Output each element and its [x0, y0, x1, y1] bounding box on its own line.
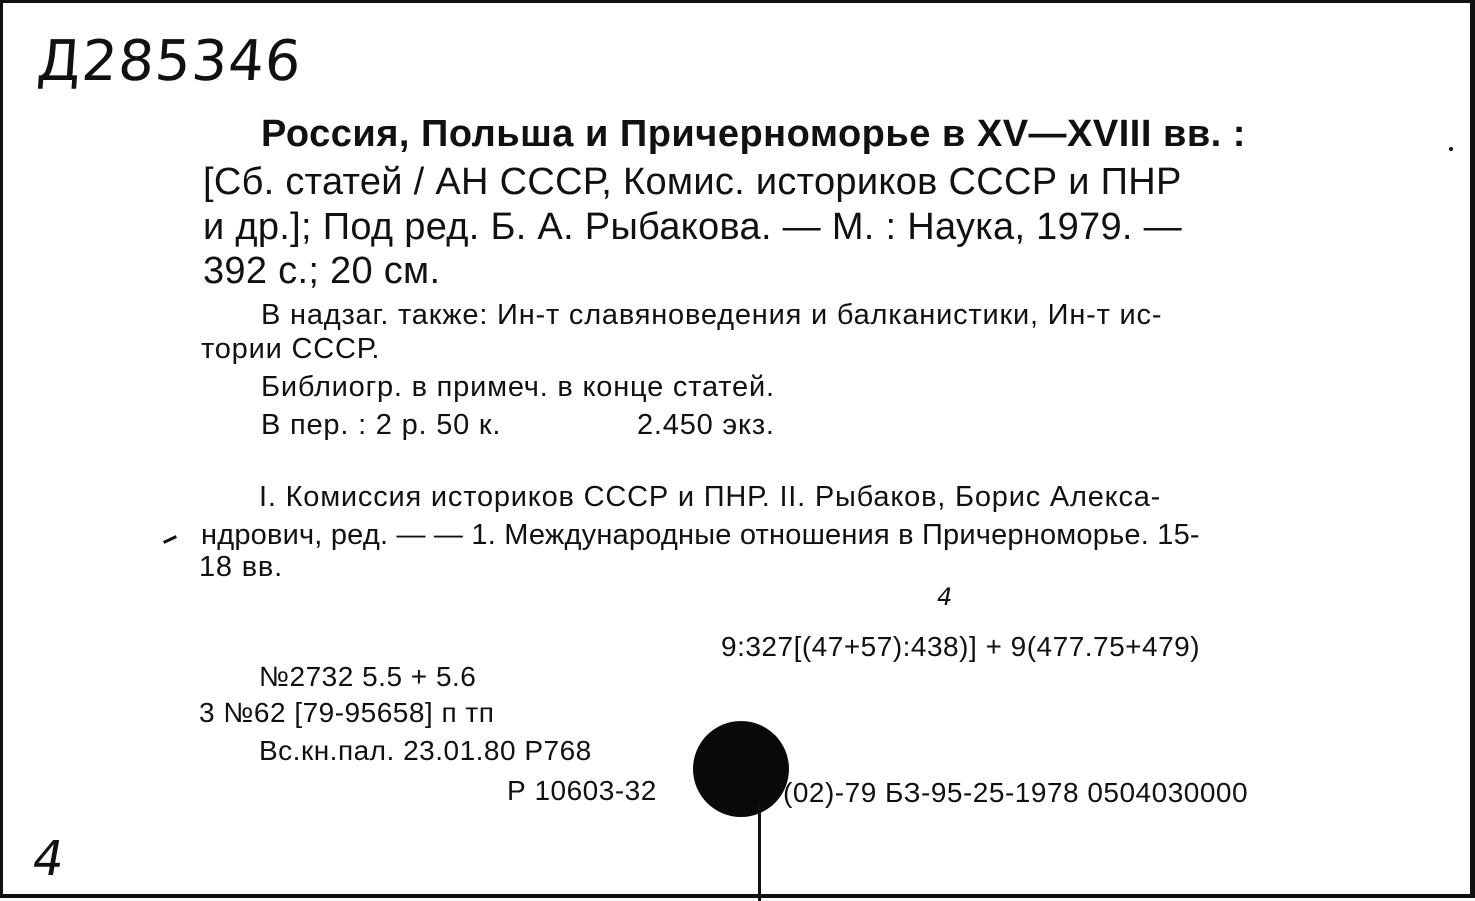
- class-superscript: 4: [937, 583, 953, 611]
- card-slit: [758, 803, 761, 901]
- description-line-1: [Сб. статей / АН СССР, Комис. историков СССР и ПНР: [203, 161, 1182, 203]
- tracings-line-3: 18 вв.: [199, 551, 283, 583]
- tracings-line-2: ндрович, ред. — — 1. Международные отношения в Причерноморье. 15-: [201, 519, 1200, 551]
- note-line-2: тории СССР.: [201, 333, 381, 365]
- code-line-3: Вс.кн.пал. 23.01.80 Р768: [259, 735, 592, 766]
- footer-left: Р 10603-32: [507, 775, 657, 806]
- book-title: Россия, Польша и Причерноморье в XV—XVIII вв. :: [261, 113, 1246, 155]
- note-line-3: Библиогр. в примеч. в конце статей.: [261, 371, 775, 403]
- tracings-line-1: I. Комиссия историков СССР и ПНР. II. Рыбаков, Борис Алекса-: [259, 481, 1162, 513]
- speck-mark: [1449, 147, 1453, 151]
- note-line-price: В пер. : 2 р. 50 к.: [261, 409, 502, 441]
- description-line-3: 392 с.; 20 см.: [203, 250, 441, 292]
- note-line-1: В надзаг. также: Ин-т славяноведения и балканистики, Ин-т ис-: [261, 299, 1163, 331]
- stray-mark: [163, 535, 177, 544]
- corner-mark: 4: [28, 831, 69, 887]
- inventory-number: Д285346: [34, 29, 304, 94]
- classification-index: 9:327[(47+57):438)] + 9(477.75+479): [721, 631, 1201, 662]
- punch-hole: [693, 721, 789, 817]
- code-line-1: №2732 5.5 + 5.6: [259, 661, 477, 692]
- description-line-2: и др.]; Под ред. Б. А. Рыбакова. — М. : Наука, 1979. —: [203, 206, 1182, 248]
- footer-right: (02)-79 БЗ-95-25-1978 0504030000: [783, 777, 1249, 808]
- note-line-copies: 2.450 экз.: [637, 409, 775, 441]
- code-line-2: 3 №62 [79-95658] п тп: [199, 697, 495, 728]
